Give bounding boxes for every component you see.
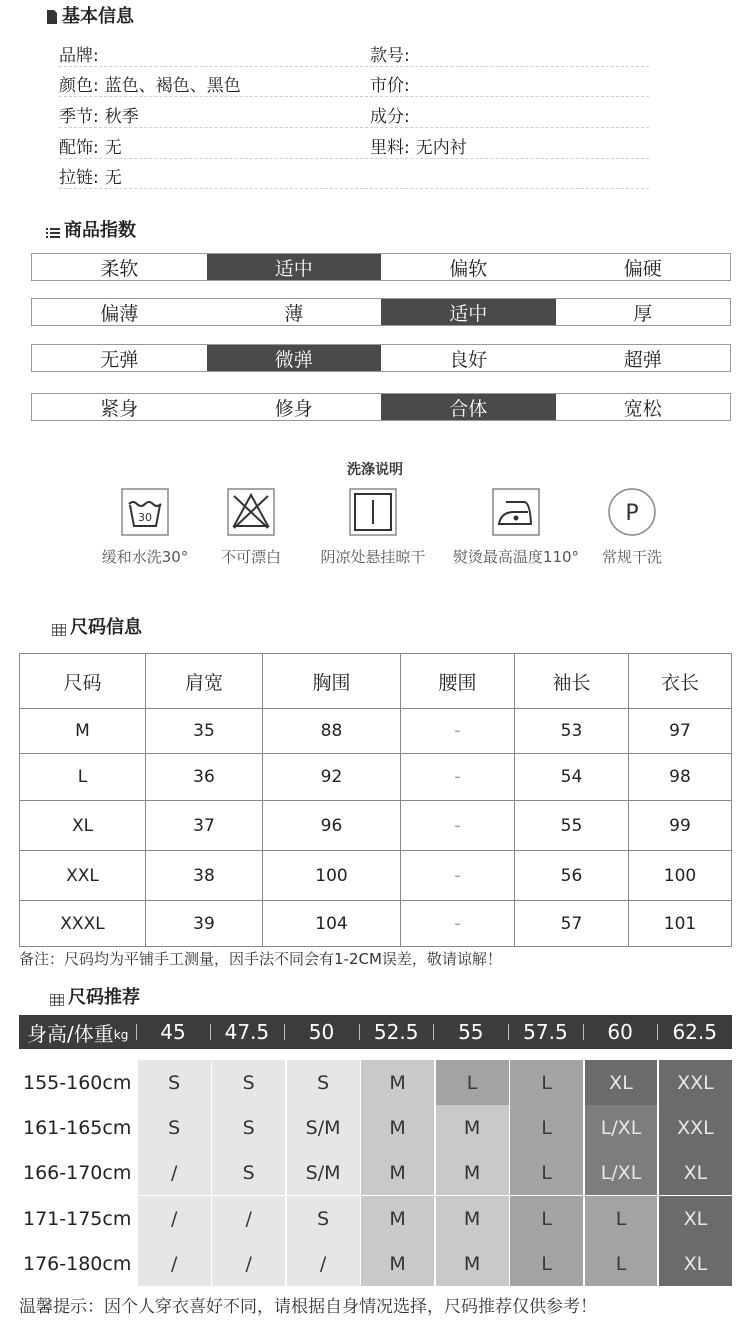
height-label: 171-175cm [23, 1207, 132, 1230]
wash-30-icon [121, 488, 169, 536]
index-option: 超弹 [623, 348, 662, 371]
divider [59, 96, 649, 97]
index-option-selected: 适中 [381, 299, 556, 325]
size-recommend-title: 尺码推荐 [50, 983, 140, 1009]
index-option: 厚 [633, 302, 653, 325]
divider [59, 158, 649, 159]
table-cell: 38 [146, 851, 263, 901]
table-cell: - [401, 901, 515, 947]
info-label: 里料: [370, 138, 410, 158]
table-cell: 92 [263, 754, 401, 801]
size-cell: L/XL [585, 1105, 658, 1150]
recommend-row [19, 1150, 732, 1195]
corner-unit-text: kg [113, 1028, 129, 1042]
product-index-title: 商品指数 [46, 216, 136, 242]
index-option: 薄 [284, 302, 304, 325]
index-option: 柔软 [100, 257, 139, 280]
size-cell: / [138, 1150, 211, 1195]
info-label: 款号: [370, 46, 410, 66]
size-cell: M [361, 1196, 434, 1241]
table-cell: 88 [263, 709, 401, 754]
recommend-corner-label [19, 1015, 136, 1049]
info-label: 市价: [370, 76, 410, 96]
index-bar [31, 393, 731, 421]
size-cell: / [212, 1241, 285, 1286]
size-cell: M [361, 1060, 434, 1105]
size-cell: M [361, 1150, 434, 1195]
info-value: 蓝色、褐色、黑色 [104, 76, 241, 96]
index-option: 修身 [274, 397, 313, 420]
index-option: 紧身 [100, 397, 139, 420]
divider [59, 66, 649, 67]
divider [59, 127, 649, 128]
info-field [370, 102, 416, 127]
info-label: 品牌: [59, 46, 99, 66]
height-label: 166-170cm [23, 1161, 132, 1184]
recommend-row [19, 1196, 732, 1241]
grid-icon [50, 990, 64, 1002]
index-bar [31, 298, 731, 326]
table-cell: 100 [263, 851, 401, 901]
size-cell: L [585, 1241, 658, 1286]
size-cell: / [212, 1196, 285, 1241]
table-cell: - [401, 709, 515, 754]
table-cell: 101 [629, 901, 732, 947]
line-dry-shade-icon [349, 488, 397, 536]
info-label: 成分: [370, 107, 410, 127]
size-cell: S [212, 1105, 285, 1150]
weight-header: 47.5 [210, 1015, 285, 1049]
table-cell: 55 [515, 801, 629, 851]
info-label: 颜色: [59, 76, 99, 96]
table-cell: 57 [515, 901, 629, 947]
weight-header: 60 [583, 1015, 658, 1049]
wash-item-line-dry [310, 488, 436, 567]
table-cell: 100 [629, 851, 732, 901]
index-option-selected: 合体 [381, 394, 556, 420]
dry-clean-p-icon [608, 488, 656, 536]
table-row [20, 709, 732, 754]
size-cell: L [510, 1105, 583, 1150]
index-option: 宽松 [623, 397, 662, 420]
info-label: 季节: [59, 107, 99, 127]
size-cell: M [436, 1241, 509, 1286]
wash-label: 熨烫最高温度110° [452, 548, 580, 566]
size-cell: XXL [659, 1060, 732, 1105]
size-cell: XL [659, 1196, 732, 1241]
wash-label: 缓和水洗30° [101, 548, 189, 566]
size-cell: L [585, 1196, 658, 1241]
size-cell: L [510, 1196, 583, 1241]
table-cell: 36 [146, 754, 263, 801]
grid-icon [52, 620, 66, 632]
svg-text:30: 30 [138, 511, 152, 524]
wash-item-no-bleach [206, 488, 296, 567]
table-cell: 99 [629, 801, 732, 851]
size-cell: / [287, 1241, 360, 1286]
wash-label: 不可漂白 [220, 548, 281, 566]
table-cell: 39 [146, 901, 263, 947]
table-cell: XXXL [20, 901, 146, 947]
wash-item-gentle [97, 488, 193, 567]
size-cell: / [138, 1196, 211, 1241]
info-field [370, 41, 416, 66]
index-option: 偏硬 [623, 257, 662, 280]
svg-text:P: P [625, 501, 639, 526]
size-cell: M [361, 1105, 434, 1150]
weight-header: 55 [433, 1015, 508, 1049]
index-option-selected: 微弹 [207, 345, 382, 371]
table-cell: M [20, 709, 146, 754]
table-cell: 35 [146, 709, 263, 754]
info-value: 无 [104, 138, 122, 158]
table-cell: - [401, 754, 515, 801]
info-field [59, 41, 105, 66]
size-cell: S [212, 1060, 285, 1105]
weight-header: 52.5 [359, 1015, 434, 1049]
info-field [59, 163, 122, 188]
size-cell: M [436, 1196, 509, 1241]
corner-label-text: 身高/体重 [27, 1021, 114, 1046]
basic-info-title: 基本信息 [46, 2, 134, 28]
table-cell: 54 [515, 754, 629, 801]
column-header: 腰围 [401, 654, 515, 709]
index-option-selected: 适中 [207, 254, 382, 280]
info-value: 无 [104, 168, 122, 188]
washing-title: 洗涤说明 [347, 462, 403, 478]
size-cell: XXL [659, 1105, 732, 1150]
size-cell: M [361, 1241, 434, 1286]
table-cell: 97 [629, 709, 732, 754]
size-cell: S/M [287, 1105, 360, 1150]
size-cell: XL [585, 1060, 658, 1105]
index-option: 偏软 [449, 257, 488, 280]
size-cell: S [287, 1060, 360, 1105]
size-cell: M [436, 1105, 509, 1150]
recommend-row [19, 1105, 732, 1150]
info-field [370, 71, 416, 96]
column-header: 尺码 [20, 654, 146, 709]
index-option: 良好 [449, 348, 488, 371]
index-option: 无弹 [100, 348, 139, 371]
size-table [19, 653, 732, 947]
info-field [370, 133, 467, 158]
table-cell: 37 [146, 801, 263, 851]
table-cell: 96 [263, 801, 401, 851]
table-row [20, 801, 732, 851]
table-cell: L [20, 754, 146, 801]
size-cell: XL [659, 1241, 732, 1286]
recommend-tip: 温馨提示：因个人穿衣喜好不同，请根据自身情况选择，尺码推荐仅供参考！ [19, 1297, 597, 1317]
recommend-header-row [19, 1015, 732, 1049]
wash-label: 常规干洗 [601, 548, 662, 566]
size-cell: S/M [287, 1150, 360, 1195]
iron-low-icon [492, 488, 540, 536]
info-field [59, 102, 139, 127]
weight-header: 62.5 [657, 1015, 732, 1049]
info-field [59, 71, 241, 96]
weight-header: 50 [284, 1015, 359, 1049]
info-value: 秋季 [104, 107, 139, 127]
size-cell: S [138, 1105, 211, 1150]
size-table-header [20, 654, 732, 709]
wash-label: 阴凉处悬挂晾干 [320, 548, 426, 566]
table-cell: 53 [515, 709, 629, 754]
height-label: 155-160cm [23, 1071, 132, 1094]
table-cell: XXL [20, 851, 146, 901]
size-cell: S [212, 1150, 285, 1195]
size-cell: L [510, 1241, 583, 1286]
table-cell: - [401, 801, 515, 851]
table-cell: 56 [515, 851, 629, 901]
height-label: 176-180cm [23, 1252, 132, 1275]
recommend-row [19, 1241, 732, 1286]
size-cell: S [287, 1196, 360, 1241]
info-value: 无内衬 [415, 138, 467, 158]
table-cell: XL [20, 801, 146, 851]
index-bar [31, 344, 731, 372]
recommend-row [19, 1060, 732, 1105]
size-note: 备注：尺码均为平铺手工测量，因手法不同会有1-2CM误差，敬请谅解！ [19, 950, 502, 968]
index-bar [31, 253, 731, 281]
column-header: 肩宽 [146, 654, 263, 709]
wash-item-dry-clean [594, 488, 670, 567]
table-row [20, 851, 732, 901]
wash-item-iron [446, 488, 586, 567]
height-label: 161-165cm [23, 1116, 132, 1139]
column-header: 衣长 [629, 654, 732, 709]
table-row [20, 901, 732, 947]
info-label: 配饰: [59, 138, 99, 158]
info-field [59, 133, 122, 158]
document-icon [46, 8, 58, 22]
size-cell: M [436, 1150, 509, 1195]
size-cell: / [138, 1241, 211, 1286]
size-info-title: 尺码信息 [52, 613, 142, 639]
size-cell: L/XL [585, 1150, 658, 1195]
info-label: 拉链: [59, 168, 99, 188]
size-cell: L [436, 1060, 509, 1105]
table-row [20, 754, 732, 801]
column-header: 袖长 [515, 654, 629, 709]
size-cell: L [510, 1060, 583, 1105]
no-bleach-icon [227, 488, 275, 536]
size-cell: XL [659, 1150, 732, 1195]
weight-header: 45 [136, 1015, 209, 1049]
index-option: 偏薄 [100, 302, 139, 325]
size-cell: S [138, 1060, 211, 1105]
table-cell: 98 [629, 754, 732, 801]
divider [59, 188, 649, 189]
weight-header: 57.5 [508, 1015, 583, 1049]
table-cell: - [401, 851, 515, 901]
list-icon [46, 223, 60, 235]
size-cell: L [510, 1150, 583, 1195]
table-cell: 104 [263, 901, 401, 947]
column-header: 胸围 [263, 654, 401, 709]
